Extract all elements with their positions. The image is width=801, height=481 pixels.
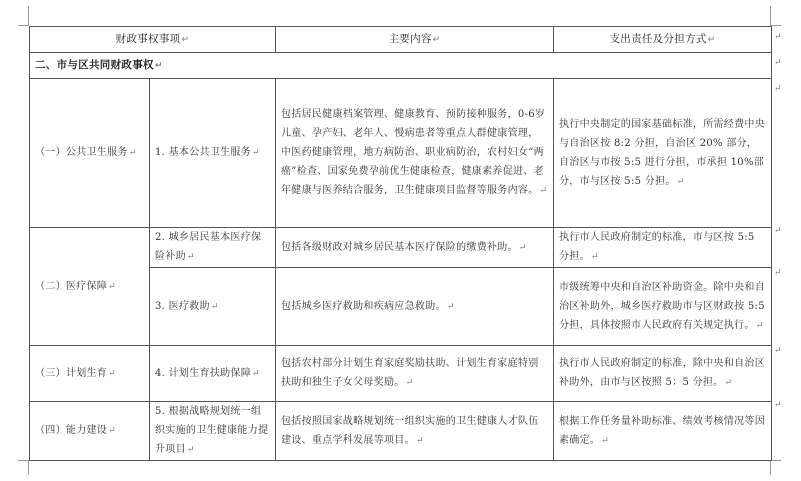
category-cell[interactable]: （一）公共卫生服务↵ [30, 79, 150, 228]
paragraph-mark-icon: ↵ [128, 148, 137, 158]
content-cell[interactable]: 包括各级财政对城乡居民基本医疗保险的缴费补助。↵ [276, 228, 554, 268]
crop-mark-bottom-left [18, 460, 29, 475]
paragraph-mark-icon: ↵ [252, 368, 260, 379]
row-end-mark-icon: ↵ [774, 268, 782, 278]
category-cell[interactable]: （四）能力建设↵ [30, 402, 150, 461]
crop-mark-bottom-right [770, 460, 781, 475]
paragraph-mark-icon: ↵ [446, 301, 455, 312]
header-cell-content[interactable]: 主要内容↵ [276, 27, 554, 53]
table-header-row [30, 27, 772, 53]
paragraph-mark-icon: ↵ [181, 34, 190, 45]
paragraph-mark-icon: ↵ [432, 34, 441, 45]
content-cell[interactable]: 包括按照国家战略规划统一组织实施的卫生健康人才队伍建设、重点学科发展等项目。↵ [276, 402, 554, 461]
table-row [30, 228, 772, 268]
row-end-mark-icon: ↵ [774, 84, 782, 94]
fiscal-responsibility-table [29, 26, 772, 461]
paragraph-mark-icon: ↵ [518, 242, 527, 253]
paragraph-mark-icon: ↵ [539, 186, 548, 196]
category-cell[interactable]: （二）医疗保障↵ [30, 228, 150, 346]
paragraph-mark-icon: ↵ [186, 252, 195, 262]
item-cell[interactable]: 5. 根据战略规划统一组织实施的卫生健康能力提升项目↵ [150, 402, 276, 461]
category-cell[interactable]: （三）计划生育↵ [30, 346, 150, 402]
paragraph-mark-icon: ↵ [210, 301, 219, 312]
row-end-mark-icon: ↵ [774, 346, 782, 356]
paragraph-mark-icon: ↵ [676, 176, 685, 187]
row-end-mark-icon: ↵ [774, 400, 782, 410]
row-end-mark-icon: ↵ [774, 226, 782, 236]
paragraph-mark-icon: ↵ [108, 281, 116, 292]
responsibility-cell[interactable]: 执行中央制定的国家基础标准，所需经费中央与自治区按 8:2 分担，自治区 20% 部分，自治区与市按 5:5 进行分担，市承担 10%部分，市与区按 5:5 分担。↵ [554, 79, 772, 228]
responsibility-cell[interactable]: 根据工作任务量补助标准、绩效考核情况等因素确定。↵ [554, 402, 772, 461]
responsibility-cell[interactable]: 执行市人民政府制定的标准，市与区按 5:5 分担。↵ [554, 228, 772, 268]
paragraph-mark-icon: ↵ [601, 435, 610, 446]
paragraph-mark-icon: ↵ [724, 378, 733, 388]
header-cell-responsibility[interactable]: 支出责任及分担方式↵ [554, 27, 772, 53]
paragraph-mark-icon: ↵ [186, 445, 195, 455]
paragraph-mark-icon: ↵ [108, 368, 116, 379]
paragraph-mark-icon: ↵ [415, 435, 424, 446]
paragraph-mark-icon: ↵ [755, 320, 764, 331]
paragraph-mark-icon: ↵ [154, 60, 163, 71]
content-cell[interactable]: 包括农村部分计划生育家庭奖励扶助、计划生育家庭特别扶助和独生子女父母奖励。↵ [276, 346, 554, 402]
table-row [30, 79, 772, 228]
item-cell[interactable]: 4. 计划生育扶助保障↵ [150, 346, 276, 402]
table-row [30, 346, 772, 402]
content-cell[interactable]: 包括城乡医疗救助和疾病应急救助。↵ [276, 268, 554, 346]
responsibility-cell[interactable]: 执行市人民政府制定的标准，除中央和自治区补助外，由市与区按照 5：5 分担。↵ [554, 346, 772, 402]
paragraph-mark-icon: ↵ [252, 148, 260, 158]
crop-mark-top-right [770, 6, 781, 26]
header-cell-matter[interactable]: 财政事权事项↵ [30, 27, 276, 53]
paragraph-mark-icon: ↵ [108, 426, 116, 436]
row-end-mark-icon: ↵ [774, 32, 782, 42]
section-row [30, 53, 772, 79]
item-cell[interactable]: 1. 基本公共卫生服务↵ [150, 79, 276, 228]
row-end-mark-icon: ↵ [774, 58, 782, 68]
responsibility-cell[interactable]: 市级统筹中央和自治区补助资金。除中央和自治区补助外，城乡医疗救助市与区财政按 5:5 分担，具体按照市人民政府有关规定执行。↵ [554, 268, 772, 346]
paragraph-mark-icon: ↵ [707, 34, 716, 45]
item-cell[interactable]: 2. 城乡居民基本医疗保险补助↵ [150, 228, 276, 268]
crop-mark-top-left [18, 6, 29, 26]
section-title[interactable]: 二、市与区共同财政事权↵ [30, 53, 772, 79]
table-row [30, 402, 772, 461]
item-cell[interactable]: 3. 医疗救助↵ [150, 268, 276, 346]
paragraph-mark-icon: ↵ [590, 252, 599, 262]
content-cell[interactable]: 包括居民健康档案管理、健康教育、预防接种服务，0-6岁儿童、孕产妇、老年人、慢病患者等重点人群健康管理，中医药健康管理，地方病防治、职业病防治，农村妇女“两癌”检查、国家免费孕前优生健康检查，健康素养促进、老年健康与医养结合服务，卫生健康项目监督等服务内容。↵ [276, 79, 554, 228]
paragraph-mark-icon: ↵ [405, 378, 414, 388]
